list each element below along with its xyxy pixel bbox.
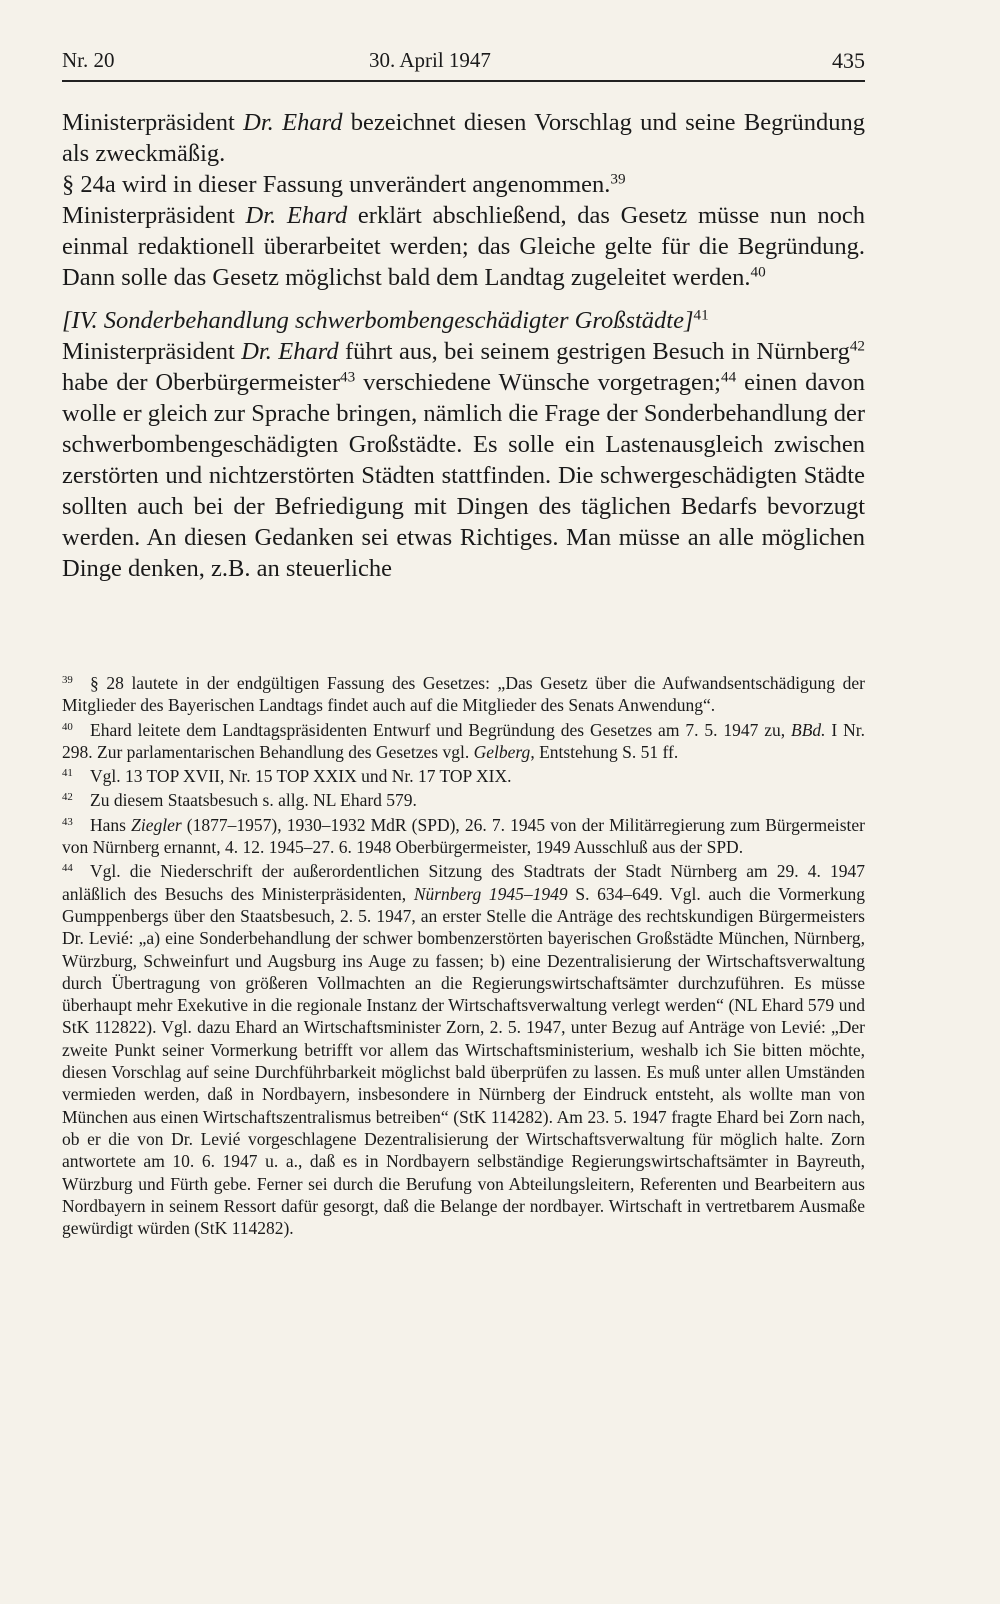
footnote-text: S. 634–649. Vgl. auch die Vormerkung Gumppenbergs über den Staatsbesuch, 2. 5. 1947, an erster Stelle die Anträge des rechtskundigen Bürgermeisters Dr. Levié: „a) eine Sonderbehandlung der schwer bombenzerstörten bayerischen Großstädte München, Nürnberg, Würzburg, Schweinfurt und Augsburg ins Auge zu fassen; b) eine Dezentralisierung der Wirtschaftsverwaltung durch Übertragung von größeren Vollmachten an die Regierungswirtschaftsämter durchzuführen. Es müsse überhaupt mehr Exekutive in die regionale Instanz der Wirtschaftsverwaltung verlegt werden“ (NL Ehard 579 und StK 112822). Vgl. dazu Ehard an Wirtschaftsminister Zorn, 2. 5. 1947, unter Bezug auf Anträge von Levié: „Der zweite Punkt seiner Vormerkung betrifft vor allem das Wirtschaftsministerium, weshalb ich Sie bitten möchte, diesen Vorschlag auf seine Durchführbarkeit möglichst bald überprüfen zu lassen. Es muß unter allen Umständen vermieden werden, daß in Nordbayern, insbesondere in Nürnberg der Eindruck entsteht, als wollte man von München aus einen Wirtschaftszentralismus betreiben“ (StK 114282). Am 23. 5. 1947 fragte Ehard bei Zorn nach, ob er die von Dr. Levié vorgeschlagene Dezentralisierung der Wirtschaftsverwaltung für möglich halte. Zorn antwortete am 10. 6. 1947 u. a., daß es in Nordbayern selbständige Regierungswirtschaftsämter in Bayreuth, Würzburg und Fürth gebe. Ferner sei durch die Berufung von Abteilungsleitern, Referenten und Bearbeitern aus Nordbayern in seinem Ressort dafür gesorgt, daß die Belange der nordbayer. Wirtschaft in vertretbarem Ausmaße gewürdigt würden (StK 114282). (62, 883, 866, 1239)
text-run: führt aus, bei seinem gestrigen Besuch in Nürnberg (338, 338, 850, 365)
footnote-text: BBd. (791, 719, 826, 740)
header-rule (62, 80, 865, 82)
footnotes (62, 672, 865, 1241)
footnote-text: Nürnberg 1945–1949 (413, 883, 568, 904)
footnote-number: 40 (62, 720, 73, 733)
session-date: 30. April 1947 (369, 48, 491, 72)
footnote-text: Ehard leitete dem Landtagspräsidenten Entwurf und Begründung des Gesetzes am 7. 5. 1947 zu, (90, 719, 791, 740)
footnote-text: Hans (90, 814, 132, 835)
text-run: einen davon wolle er gleich zur Sprache bringen, nämlich die Frage der Sonderbehandlung der schwerbombengeschädigten Großstädte. Es solle ein Lastenausgleich zwischen zerstörten und nichtzerstörten Städten stattfinden. Die schwergeschädigten Städte sollten auch bei der Befriedigung mit Dingen des täglichen Bedarfs bevorzugt werden. An diesen Gedanken sei etwas Richtiges. Man müsse an alle möglichen Dinge denken, z.B. an steuerliche (62, 369, 865, 582)
footnote (62, 719, 865, 764)
text-run: Ministerpräsident (62, 202, 246, 229)
footnote-ref: 43 (340, 368, 356, 386)
paragraph (62, 107, 865, 169)
text-run: bezeichnet diesen Vorschlag und seine Begründung als zweckmäßig. (62, 109, 865, 167)
footnote-ref: 44 (720, 368, 737, 386)
section-heading (62, 305, 865, 336)
footnote-text: Vgl. die Niederschrift der außerordentlichen Sitzung des Stadtrats der Stadt Nürnberg am 29. 4. 1947 anläßlich des Besuchs des Ministerpräsidenten, (62, 861, 865, 904)
footnote-ref: 41 (693, 306, 709, 324)
footnote-number: 42 (62, 791, 73, 804)
footnote (62, 765, 865, 787)
text-run: erklärt abschließend, das Gesetz müsse nun noch einmal redaktionell überarbeitet werden; das Gleiche gelte für die Begründung. Dann solle das Gesetz möglichst bald dem Landtag zugeleitet werden. (62, 202, 866, 291)
footnote-number: 44 (62, 862, 73, 875)
footnote (62, 789, 865, 811)
heading-text: [IV. Sonderbehandlung schwerbombengeschädigter Großstädte] (62, 307, 694, 334)
footnote-text: Ziegler (131, 814, 182, 835)
text-run: habe der Oberbürgermeister (62, 369, 341, 396)
footnote-text: Zu diesem Staatsbesuch s. allg. NL Ehard 579. (90, 790, 417, 811)
text-run: § 24a wird in dieser Fassung unverändert angenommen. (62, 171, 611, 198)
footnote (62, 672, 865, 717)
footnote-text: (1877–1957), 1930–1932 MdR (SPD), 26. 7. 1945 von der Militärregierung zum Bürgermeister von Nürnberg ernannt, 4. 12. 1945–27. 6. 1948 Oberbürgermeister, 1949 Ausschluß aus der SPD. (62, 814, 865, 858)
footnote-number: 39 (62, 674, 73, 687)
footnote-text: Vgl. 13 TOP XVII, Nr. 15 TOP XXIX und Nr. 17 TOP XIX. (90, 766, 512, 787)
paragraph (62, 169, 865, 200)
footnote-text: § 28 lautete in der endgültigen Fassung des Gesetzes: „Das Gesetz über die Aufwandsentschädigung der Mitglieder des Bayerischen Landtags findet auch auf die Mitglieder des Senats Anwendung“. (62, 673, 865, 716)
text-run: Ministerpräsident (62, 109, 244, 136)
document-number: Nr. 20 (62, 48, 115, 72)
person-name: Dr. Ehard (243, 109, 343, 136)
footnote-ref: 40 (750, 263, 766, 281)
footnote-text: I Nr. 298. Zur parlamentarischen Behandlung des Gesetzes vgl. (62, 719, 865, 762)
footnote-text: , Entstehung S. 51 ff. (530, 741, 679, 762)
person-name: Dr. Ehard (241, 338, 339, 365)
paragraph (62, 336, 865, 584)
main-text (62, 107, 865, 584)
page-number: 435 (832, 48, 865, 73)
person-name: Dr. Ehard (245, 202, 348, 229)
page-header (62, 44, 865, 76)
paragraph (62, 200, 865, 293)
footnote-ref: 39 (610, 170, 626, 188)
footnote-text: Gelberg (473, 741, 531, 762)
text-run: Ministerpräsident (62, 338, 242, 365)
footnote (62, 814, 865, 859)
footnote-ref: 42 (849, 337, 866, 355)
footnote (62, 860, 865, 1239)
footnote-number: 41 (62, 767, 73, 780)
footnote-number: 43 (62, 815, 73, 828)
text-run: verschiedene Wünsche vorgetragen; (355, 369, 721, 396)
